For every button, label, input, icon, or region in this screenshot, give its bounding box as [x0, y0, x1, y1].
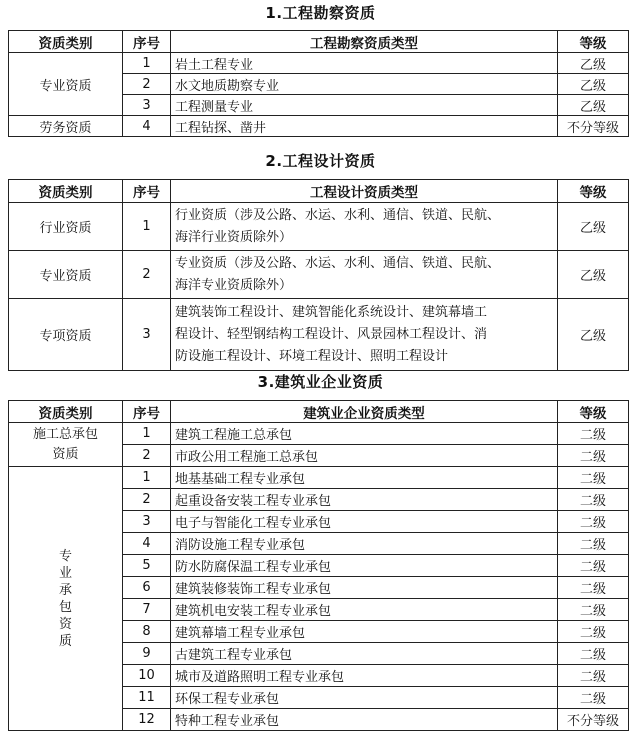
- table-header-row: [9, 401, 629, 423]
- header-type: 建筑业企业资质类型: [171, 401, 558, 423]
- type-line: 行业资质（涉及公路、水运、水利、通信、铁道、民航、: [175, 207, 501, 223]
- level-cell: 二级: [558, 599, 629, 621]
- section-title-construction: 3.建筑业企业资质: [257, 373, 384, 391]
- type-cell: 建筑装修装饰工程专业承包: [171, 577, 558, 599]
- number-cell: 4: [123, 533, 171, 555]
- number-cell: 1: [123, 423, 171, 445]
- level-cell: 二级: [558, 511, 629, 533]
- type-cell: 建筑工程施工总承包: [171, 423, 558, 445]
- number-cell: 1: [123, 203, 171, 251]
- level-cell: 二级: [558, 467, 629, 489]
- table-header-row: [9, 31, 629, 53]
- number-cell: 2: [123, 445, 171, 467]
- type-cell: 电子与智能化工程专业承包: [171, 511, 558, 533]
- level-cell: 乙级: [558, 203, 629, 251]
- type-line: 专业资质（涉及公路、水运、水利、通信、铁道、民航、: [175, 255, 501, 271]
- header-type: 工程设计资质类型: [171, 180, 558, 203]
- level-cell: 二级: [558, 445, 629, 467]
- header-category: 资质类别: [9, 180, 123, 203]
- category-cell: 专业资质: [9, 251, 123, 299]
- number-cell: 2: [123, 74, 171, 95]
- table-row: [9, 251, 629, 299]
- type-cell: 建筑机电安装工程专业承包: [171, 599, 558, 621]
- type-cell: 岩土工程专业: [171, 53, 558, 74]
- level-cell: 二级: [558, 665, 629, 687]
- category-vertical-text: 专业承包资质: [58, 548, 72, 649]
- type-cell: [171, 251, 558, 299]
- type-cell: 防水防腐保温工程专业承包: [171, 555, 558, 577]
- level-cell: 二级: [558, 489, 629, 511]
- type-cell: 起重设备安装工程专业承包: [171, 489, 558, 511]
- table-row: [9, 423, 629, 445]
- level-cell: 二级: [558, 621, 629, 643]
- header-type: 工程勘察资质类型: [171, 31, 558, 53]
- level-cell: 乙级: [558, 299, 629, 371]
- table-row: [9, 203, 629, 251]
- level-cell: 二级: [558, 643, 629, 665]
- level-cell: 二级: [558, 533, 629, 555]
- header-number: 序号: [123, 401, 171, 423]
- type-cell: 特种工程专业承包: [171, 709, 558, 731]
- header-level: 等级: [558, 401, 629, 423]
- table-row: [9, 299, 629, 371]
- type-line: 防设施工程设计、环境工程设计、照明工程设计: [175, 348, 449, 364]
- category-cell: [9, 467, 123, 731]
- level-cell: 二级: [558, 423, 629, 445]
- number-cell: 8: [123, 621, 171, 643]
- number-cell: 7: [123, 599, 171, 621]
- number-cell: 2: [123, 251, 171, 299]
- type-line: 程设计、轻型钢结构工程设计、风景园林工程设计、消: [175, 326, 488, 342]
- type-line: 海洋专业资质除外）: [175, 277, 293, 293]
- level-cell: 二级: [558, 687, 629, 709]
- header-number: 序号: [123, 180, 171, 203]
- type-cell: 市政公用工程施工总承包: [171, 445, 558, 467]
- type-cell: 工程测量专业: [171, 95, 558, 116]
- number-cell: 2: [123, 489, 171, 511]
- number-cell: 6: [123, 577, 171, 599]
- category-cell: 劳务资质: [9, 116, 123, 137]
- construction-qualification-table: [8, 400, 629, 731]
- number-cell: 3: [123, 299, 171, 371]
- number-cell: 3: [123, 511, 171, 533]
- level-cell: 乙级: [558, 53, 629, 74]
- header-number: 序号: [123, 31, 171, 53]
- number-cell: 5: [123, 555, 171, 577]
- type-cell: [171, 203, 558, 251]
- type-cell: 水文地质勘察专业: [171, 74, 558, 95]
- header-level: 等级: [558, 31, 629, 53]
- level-cell: 二级: [558, 577, 629, 599]
- type-cell: 地基基础工程专业承包: [171, 467, 558, 489]
- number-cell: 1: [123, 467, 171, 489]
- type-cell: 古建筑工程专业承包: [171, 643, 558, 665]
- table-header-row: [9, 180, 629, 203]
- level-cell: 乙级: [558, 251, 629, 299]
- level-cell: 二级: [558, 555, 629, 577]
- type-cell: 城市及道路照明工程专业承包: [171, 665, 558, 687]
- level-cell: 乙级: [558, 74, 629, 95]
- level-cell: 不分等级: [558, 709, 629, 731]
- section-title-design: 2.工程设计资质: [265, 152, 376, 170]
- category-line: 施工总承包: [32, 426, 98, 442]
- category-cell: 专业资质: [9, 53, 123, 116]
- category-line: 资质: [52, 446, 79, 462]
- category-cell: [9, 423, 123, 467]
- type-cell: [171, 299, 558, 371]
- number-cell: 12: [123, 709, 171, 731]
- type-line: 建筑装饰工程设计、建筑智能化系统设计、建筑幕墙工: [175, 304, 488, 320]
- level-cell: 不分等级: [558, 116, 629, 137]
- number-cell: 11: [123, 687, 171, 709]
- number-cell: 9: [123, 643, 171, 665]
- type-cell: 建筑幕墙工程专业承包: [171, 621, 558, 643]
- type-cell: 消防设施工程专业承包: [171, 533, 558, 555]
- type-line: 海洋行业资质除外）: [175, 229, 293, 245]
- type-cell: 环保工程专业承包: [171, 687, 558, 709]
- table-row: [9, 53, 629, 74]
- level-cell: 乙级: [558, 95, 629, 116]
- number-cell: 10: [123, 665, 171, 687]
- section-title-survey: 1.工程勘察资质: [265, 4, 376, 22]
- design-qualification-table: [8, 179, 629, 371]
- number-cell: 4: [123, 116, 171, 137]
- number-cell: 3: [123, 95, 171, 116]
- type-cell: 工程钻探、凿井: [171, 116, 558, 137]
- header-level: 等级: [558, 180, 629, 203]
- table-row: [9, 467, 629, 489]
- number-cell: 1: [123, 53, 171, 74]
- survey-qualification-table: [8, 30, 629, 137]
- category-cell: 专项资质: [9, 299, 123, 371]
- header-category: 资质类别: [9, 31, 123, 53]
- category-cell: 行业资质: [9, 203, 123, 251]
- header-category: 资质类别: [9, 401, 123, 423]
- table-row: [9, 116, 629, 137]
